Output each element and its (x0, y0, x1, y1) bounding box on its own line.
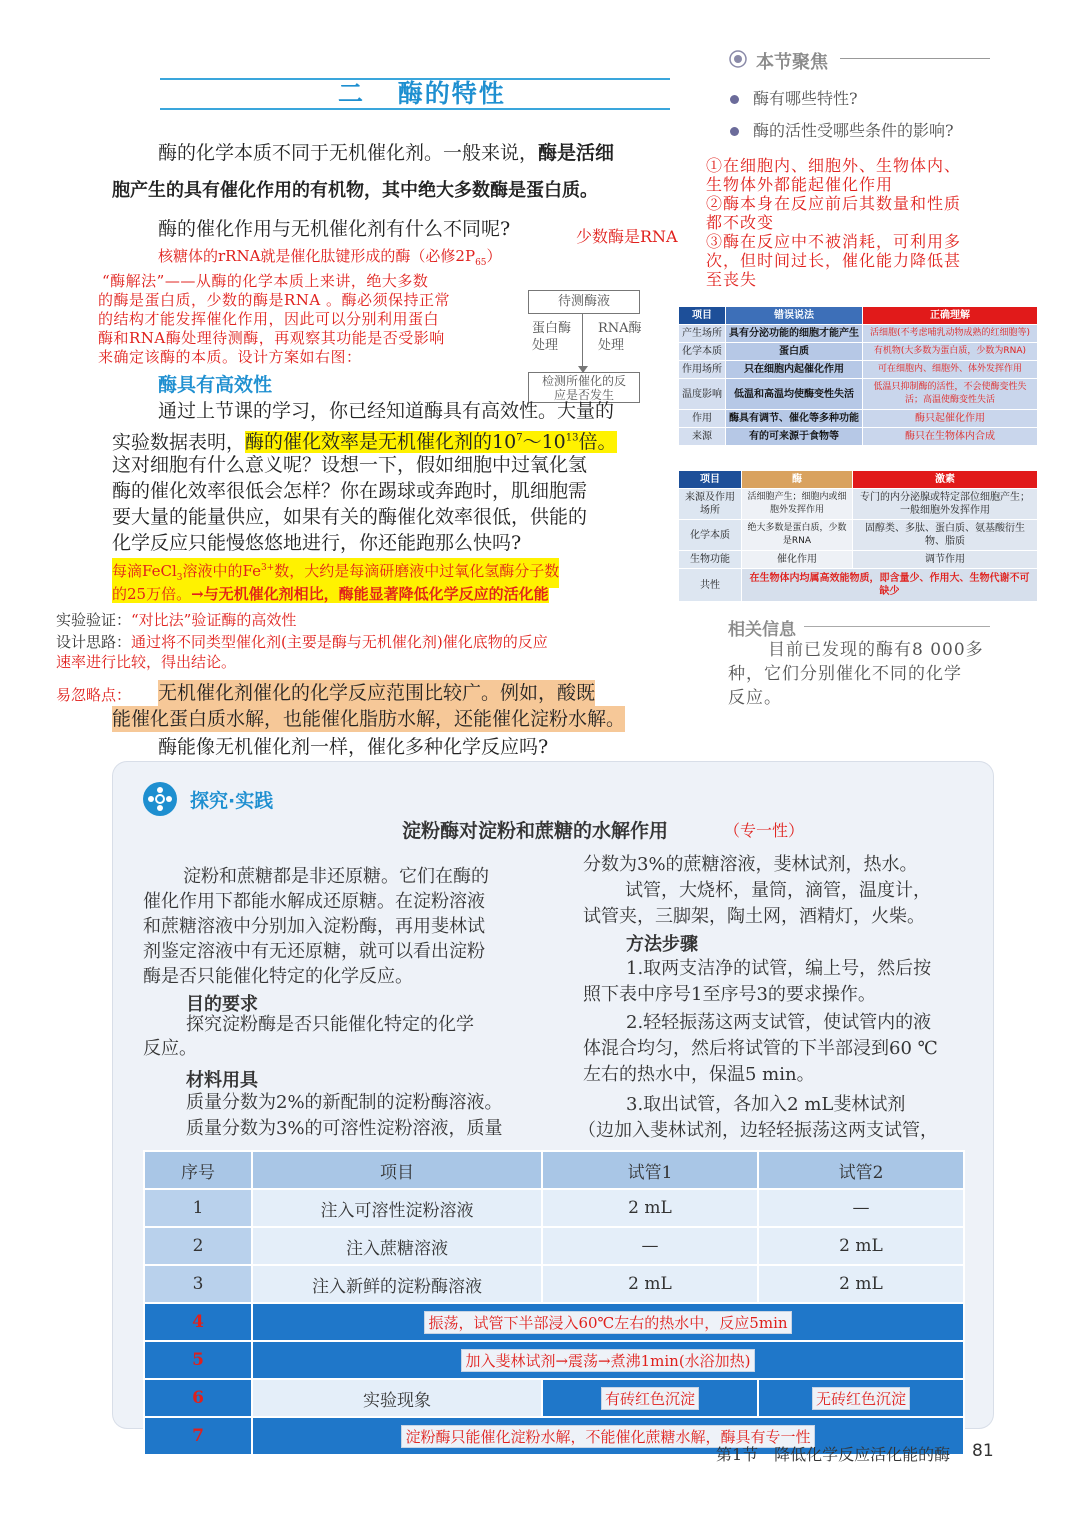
step-2-line-1: 2.轻轻振荡这两支试管，使试管内的液 (626, 1012, 932, 1033)
focus-rule (840, 58, 990, 59)
chapter-number: 二 (338, 79, 366, 108)
note-ribosome: 核糖体的rRNA就是催化肽键形成的酶（必修$2P_{65}$） (158, 247, 502, 268)
table-row: 4 振荡，试管下半部浸入60℃左右的热水中，反应5min (144, 1303, 964, 1341)
related-info-text: 目前已发现的酶有8 000多 种，它们分别催化不同的化学 反应。 (728, 640, 984, 708)
table-row: 1 注入可溶性淀粉溶液 2 mL — (144, 1189, 964, 1227)
fecl3-note-1: 每滴FeCl$_3$溶液中的$Fe^{3+}$数，大约是每滴研磨液中过氧化氢酶分子数 (112, 558, 559, 588)
efficiency-line-5: 要大量的能量供应，如果有关的酶催化效率很低，供能的 (112, 506, 588, 528)
bullet-icon (730, 95, 739, 104)
diagram-rnase: RNA酶 处理 (598, 321, 642, 353)
focus-icon (729, 50, 747, 72)
materials-line-3: 分数为3%的蔗糖溶液，斐林试剂，热水。 (583, 854, 918, 875)
table-row: 7 淀粉酶只能催化淀粉水解，不能催化蔗糖水解，酶具有专一性 (144, 1417, 964, 1455)
related-info-heading: 相关信息 (728, 620, 796, 640)
table-header: 项目 (679, 471, 742, 489)
diagram-line (582, 313, 583, 371)
efficiency-line-2: 实验数据表明，酶的催化效率是无机催化剂的$10^7\sim 10^{13}$倍。 (112, 431, 617, 454)
easy-miss-line-2: 能催化蛋白质水解，也能催化脂肪水解，还能催化淀粉水解。 (112, 708, 626, 730)
question-1: 酶的催化作用与无机催化剂有什么不同呢? (158, 218, 511, 240)
chapter-title (338, 74, 506, 110)
apparatus-line-2: 试管夹，三脚架，陶土网，酒精灯，火柴。 (583, 906, 925, 927)
explore-icon (143, 782, 177, 816)
page-number: 81 (972, 1441, 994, 1461)
fecl3-note-2: 的25万倍。→与无机催化剂相比，酶能显著降低化学反应的活化能 (112, 585, 549, 603)
enzyme-method-note: “酶解法”——从酶的化学本质上来讲，绝大多数 的酶是蛋白质，少数的酶是RNA 。酶必须保持正常 的结构才能发挥催化作用，因此可以分别利用蛋白 酶和RNA酶处理待测酶，再观察其功能是否受影响 来确定该酶的本质。设计方案如右图： (98, 272, 451, 366)
materials-line-1: 质量分数为2%的新配制的淀粉酶溶液。 (186, 1092, 503, 1113)
bullet-icon (730, 127, 739, 136)
question-2: 酶能像无机催化剂一样，催化多种化学反应吗? (158, 736, 549, 758)
table-header: 正确理解 (863, 307, 1038, 325)
step-3-line-1: 3.取出试管，各加入2 mL斐林试剂 (626, 1094, 906, 1115)
experiment-title: 淀粉酶对淀粉和蔗糖的水解作用 (402, 820, 669, 842)
table-row: 作用场所 只在细胞内起催化作用 可在细胞内、细胞外、体外发挥作用 (679, 361, 1038, 379)
table-header: 序号 (144, 1151, 252, 1189)
table-row: 3 注入新鲜的淀粉酶溶液 2 mL 2 mL (144, 1265, 964, 1303)
verify-note: 实验验证：“对比法”验证酶的高效性 (56, 611, 297, 629)
step-1-line-2: 照下表中序号1至序号3的要求操作。 (583, 984, 876, 1005)
diagram-detect: 检测所催化的反 应是否发生 (528, 372, 640, 403)
intro-line-1: 酶的化学本质不同于无机催化剂。一般来说，酶是活细 (158, 142, 615, 164)
misconception-table (678, 306, 1038, 446)
step-2-line-3: 左右的热水中，保温5 min。 (583, 1064, 815, 1085)
table-header: 激素 (853, 471, 1038, 489)
table-row: 来源及作用场所 活细胞产生；细胞内或细胞外发挥作用 专门的内分泌腺或特定部位细胞产生；一般细胞外发挥作用 (679, 489, 1038, 520)
goal-line-1: 探究淀粉酶是否只能催化特定的化学 (186, 1014, 474, 1035)
table-row: 5 加入斐林试剂→震荡→煮沸1min(水浴加热) (144, 1341, 964, 1379)
table-row: 共性 在生物体内均属高效能物质，即含量少、作用大、生物代谢不可缺少 (679, 569, 1038, 602)
materials-line-2: 质量分数为3%的可溶性淀粉溶液，质量 (186, 1118, 503, 1139)
table-row: 生物功能 催化作用 调节作用 (679, 551, 1038, 569)
step-2-line-2: 体混合均匀，然后将试管的下半部浸到60 ℃ (583, 1038, 938, 1059)
table-row: 温度影响 低温和高温均使酶变性失活 低温只抑制酶的活性，不会使酶变性失活；高温使酶变性失活 (679, 379, 1038, 410)
enzyme-hormone-table (678, 470, 1038, 602)
easy-miss-label: 易忽略点： (56, 686, 132, 704)
step-3-line-2: （边加入斐林试剂，边轻轻振荡这两支试管， (578, 1120, 938, 1141)
materials-heading: 材料用具 (186, 1070, 258, 1091)
efficiency-heading: 酶具有高效性 (158, 374, 273, 396)
step-1-line-1: 1.取两支洁净的试管，编上号，然后按 (626, 958, 932, 979)
table-header: 项目 (252, 1151, 542, 1189)
efficiency-line-6: 化学反应只能慢悠悠地进行，你还能跑那么快吗? (112, 532, 522, 554)
table-row: 化学本质 蛋白质 有机物(大多数为蛋白质，少数为RNA) (679, 343, 1038, 361)
design-note: 设计思路：通过将不同类型催化剂(主要是酶与无机催化剂)催化底物的反应 (56, 633, 548, 651)
focus-heading: 本节聚焦 (756, 52, 828, 73)
chapter-title-text: 酶的特性 (397, 79, 506, 108)
apparatus-line-1: 试管，大烧杯，量筒，滴管，温度计， (625, 880, 931, 901)
focus-question-2: 酶的活性受哪些条件的影响? (730, 118, 954, 141)
table-row: 产生场所 具有分泌功能的细胞才能产生 活细胞(不考虑哺乳动物成熟的红细胞等) (679, 325, 1038, 343)
design-note-2: 速率进行比较，得出结论。 (56, 653, 237, 671)
table-row: 作用 酶具有调节、催化等多种功能 酶只起催化作用 (679, 410, 1038, 428)
table-row: 化学本质 绝大多数是蛋白质，少数是RNA 固醇类、多肽、蛋白质、氨基酸衍生物、脂质 (679, 520, 1038, 551)
table-row: 2 注入蔗糖溶液 — 2 mL (144, 1227, 964, 1265)
note-rna: 少数酶是RNA (576, 227, 678, 246)
table-header: 酶 (742, 471, 853, 489)
goal-heading: 目的要求 (186, 994, 258, 1015)
diagram-test-enzyme: 待测酶液 (528, 290, 640, 314)
table-header: 项目 (679, 307, 726, 325)
intro-line-2: 胞产生的具有催化作用的有机物，其中绝大多数酶是蛋白质。 (112, 180, 598, 201)
easy-miss-line-1: 无机催化剂催化的化学反应范围比较广。例如，酸既 (158, 682, 596, 704)
goal-line-2: 反应。 (143, 1038, 197, 1059)
experiment-tag: （专一性） (724, 821, 805, 840)
efficiency-line-4: 酶的催化效率很低会怎样？你在踢球或奔跑时，肌细胞需 (112, 480, 588, 502)
table-header: 试管1 (542, 1151, 758, 1189)
table-header: 错误说法 (726, 307, 863, 325)
method-heading: 方法步骤 (626, 934, 698, 955)
focus-question-1: 酶有哪些特性? (730, 86, 858, 109)
efficiency-line-1: 通过上节课的学习，你已经知道酶具有高效性。大量的 (158, 400, 615, 422)
efficiency-line-3: 这对细胞有什么意义呢？设想一下，假如细胞中过氧化氢 (112, 454, 588, 476)
experiment-intro: 淀粉和蔗糖都是非还原糖。它们在酶的 催化作用下都能水解成还原糖。在淀粉溶液 和蔗糖溶液中分别加入淀粉酶，再用斐林试 剂鉴定溶液中有无还原糖，就可以看出淀粉 酶是否只能催化特定的化学反应。 (143, 866, 489, 987)
diagram-protease: 蛋白酶 处理 (532, 321, 572, 353)
table-header: 试管2 (758, 1151, 964, 1189)
enzyme-notes: ①在细胞内、细胞外、生物体内、 生物体外都能起催化作用 ②酶本身在反应前后其数量和性质 都不改变 ③酶在反应中不被消耗，可利用多 次，但时间过长，催化能力降低甚 至丧失 (706, 156, 962, 289)
explore-label: 探究·实践 (190, 790, 274, 812)
table-row: 来源 有的可来源于食物等 酶只在生物体内合成 (679, 428, 1038, 446)
steps-table (143, 1150, 965, 1456)
title-rule-bottom (160, 108, 670, 110)
related-info-rule (804, 626, 990, 627)
table-row: 6 实验现象 有砖红色沉淀 无砖红色沉淀 (144, 1379, 964, 1417)
footer-section: 第1节 降低化学反应活化能的酶 (716, 1445, 951, 1464)
